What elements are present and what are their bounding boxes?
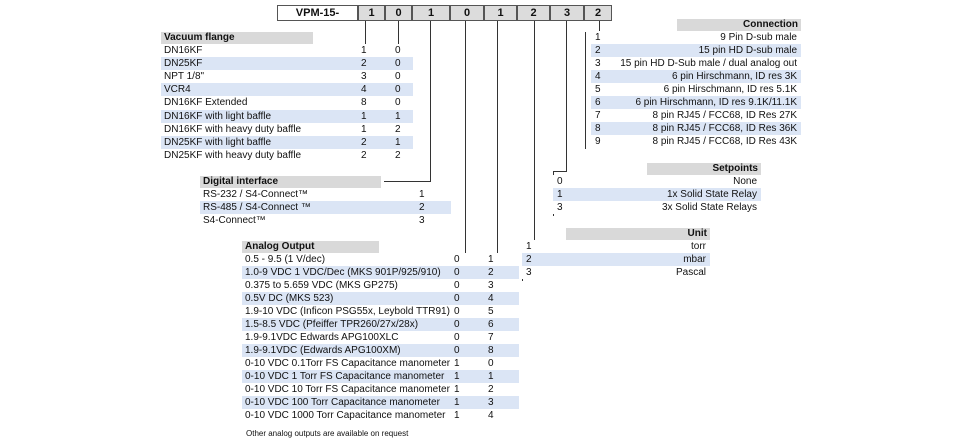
option-code: 1 [454, 358, 460, 369]
table-row [591, 109, 801, 122]
option-code: 3 [526, 267, 532, 278]
option-code: 1 [361, 123, 367, 135]
option-label: 0.375 to 5.659 VDC (MKS GP275) [245, 280, 398, 291]
digital-interface-title: Digital interface [200, 176, 381, 188]
option-label: 0-10 VDC 0.1Torr FS Capacitance manometer [245, 358, 451, 369]
option-label: 8 pin RJ45 / FCC68, ID Res 27K [652, 110, 797, 121]
option-code: 1 [488, 371, 494, 382]
option-code: 0 [557, 176, 563, 187]
option-label: 0-10 VDC 1 Torr FS Capacitance manometer [245, 371, 445, 382]
option-code: 2 [488, 267, 494, 278]
part-number-digit-2: 0 [385, 5, 412, 21]
connector-line [365, 21, 366, 45]
table-row [242, 279, 519, 292]
vacuum-flange-title: Vacuum flange [161, 32, 313, 44]
connection-title: Connection [677, 19, 801, 31]
table-row [242, 292, 519, 305]
option-code: 8 [361, 97, 367, 109]
table-row [161, 110, 413, 123]
option-label: 0.5 - 9.5 (1 V/dec) [245, 254, 326, 265]
option-label: 6 pin Hirschmann, ID res 9.1K/11.1K [635, 97, 797, 108]
option-label: torr [691, 241, 706, 252]
option-label: 0-10 VDC 10 Torr FS Capacitance manometer [245, 384, 450, 395]
option-label: 15 pin HD D-sub male [698, 45, 797, 56]
option-code: 1 [526, 241, 532, 252]
option-code: 2 [595, 45, 601, 56]
option-code: 2 [361, 58, 367, 70]
setpoints-title: Setpoints [647, 163, 761, 175]
option-label: NPT 1/8" [164, 71, 205, 83]
option-label: 6 pin Hirschmann, ID res 3K [671, 71, 797, 82]
part-number-digit-3: 1 [412, 5, 450, 21]
table-row [242, 409, 519, 422]
option-label: 1.9-10 VDC (Inficon PSG55x, Leybold TTR91) [245, 306, 450, 317]
option-code: 3 [361, 71, 367, 83]
table-row [242, 357, 519, 370]
analog-output-title: Analog Output [242, 241, 379, 253]
option-label: 8 pin RJ45 / FCC68, ID Res 36K [652, 123, 797, 134]
option-code: 8 [595, 123, 601, 134]
connector-line [534, 21, 535, 241]
option-code: 0 [454, 254, 460, 265]
option-code: 1 [454, 371, 460, 382]
option-label: 1.0-9 VDC 1 VDC/Dec (MKS 901P/925/910) [245, 267, 441, 278]
option-code: 1 [395, 136, 401, 148]
option-label: RS-485 / S4-Connect ™ [203, 202, 311, 213]
option-code: 2 [361, 149, 367, 161]
part-number-digit-7: 3 [550, 5, 584, 21]
option-label: 1.5-8.5 VDC (Pfeiffer TPR260/27x/28x) [245, 319, 419, 330]
connector-line [585, 32, 586, 149]
option-code: 0 [395, 97, 401, 109]
option-label: 0-10 VDC 1000 Torr Capacitance manometer [245, 410, 446, 421]
option-label: DN25KF [164, 58, 203, 70]
option-label: 8 pin RJ45 / FCC68, ID Res 43K [652, 136, 797, 147]
option-code: 1 [361, 110, 367, 122]
connector-line [384, 181, 431, 182]
option-code: 2 [395, 123, 401, 135]
option-code: 2 [395, 149, 401, 161]
table-row [553, 188, 761, 201]
part-number-prefix: VPM-15- [277, 5, 358, 21]
table-row [200, 214, 451, 227]
option-code: 1 [488, 254, 494, 265]
connector-line [465, 21, 466, 255]
part-number-digit-8: 2 [584, 5, 612, 21]
option-code: 3 [557, 202, 563, 213]
option-code: 0 [395, 58, 401, 70]
option-label: DN16KF [164, 45, 203, 56]
option-code: 4 [488, 293, 494, 304]
option-label: 3x Solid State Relays [661, 202, 757, 213]
option-code: 8 [488, 345, 494, 356]
option-label: 0.5V DC (MKS 523) [245, 293, 334, 304]
option-label: DN16KF with light baffle [164, 110, 272, 122]
table-row [161, 70, 413, 83]
option-code: 1 [454, 384, 460, 395]
option-code: 1 [557, 189, 563, 200]
option-code: 7 [488, 332, 494, 343]
option-label: VCR4 [164, 84, 191, 96]
option-label: RS-232 / S4-Connect™ [203, 189, 309, 200]
option-code: 3 [488, 280, 494, 291]
table-row [242, 344, 519, 357]
option-label: None [733, 176, 757, 187]
part-number-digit-6: 2 [517, 5, 550, 21]
table-row [242, 370, 519, 383]
option-code: 0 [454, 319, 460, 330]
option-code: 9 [595, 136, 601, 147]
table-row [591, 31, 801, 44]
option-label: S4-Connect™ [203, 215, 266, 226]
table-row [242, 253, 519, 266]
part-number-digit-5: 1 [484, 5, 517, 21]
table-row [522, 253, 710, 266]
option-label: mbar [683, 254, 706, 265]
table-row [591, 135, 801, 148]
table-row [200, 188, 451, 201]
option-code: 1 [595, 32, 601, 43]
connector-line [497, 21, 498, 255]
table-row [553, 175, 761, 188]
option-code: 3 [488, 397, 494, 408]
unit-title: Unit [566, 228, 710, 240]
option-code: 0 [395, 71, 401, 83]
option-code: 0 [395, 45, 401, 56]
option-code: 3 [595, 58, 601, 69]
option-code: 5 [488, 306, 494, 317]
option-code: 1 [454, 397, 460, 408]
option-code: 4 [595, 71, 601, 82]
option-label: Pascal [675, 267, 706, 278]
connector-line [566, 21, 567, 171]
option-code: 2 [526, 254, 532, 265]
option-code: 6 [488, 319, 494, 330]
option-label: 9 Pin D-sub male [720, 32, 797, 43]
option-code: 2 [488, 384, 494, 395]
connector-line [398, 21, 399, 45]
table-row [242, 318, 519, 331]
part-number-digit-4: 0 [450, 5, 484, 21]
option-code: 1 [454, 410, 460, 421]
option-label: DN16KF with heavy duty baffle [164, 123, 302, 135]
table-row [591, 122, 801, 135]
option-code: 6 [595, 97, 601, 108]
connector-line [430, 21, 431, 181]
analog-output-note: Other analog outputs are available on request [246, 429, 409, 438]
option-code: 0 [454, 345, 460, 356]
table-row [161, 57, 413, 70]
table-row [200, 201, 451, 214]
connector-line [553, 171, 567, 172]
option-code: 2 [361, 136, 367, 148]
option-label: 15 pin HD D-Sub male / dual analog out [620, 58, 797, 69]
option-code: 5 [595, 84, 601, 95]
option-code: 1 [395, 110, 401, 122]
table-row [242, 266, 519, 279]
option-code: 0 [395, 84, 401, 96]
table-row [591, 83, 801, 96]
option-code: 4 [488, 410, 494, 421]
option-label: 0-10 VDC 100 Torr Capacitance manometer [245, 397, 440, 408]
table-row [161, 44, 413, 57]
part-number-digit-1: 1 [358, 5, 385, 21]
table-row [161, 83, 413, 96]
table-row [161, 136, 413, 149]
option-label: 1.9-9.1VDC Edwards APG100XLC [245, 332, 399, 343]
option-code: 7 [595, 110, 601, 121]
option-code: 0 [454, 293, 460, 304]
option-label: 1.9-9.1VDC (Edwards APG100XM) [245, 345, 401, 356]
table-row [242, 305, 519, 318]
option-code: 3 [419, 215, 425, 226]
option-code: 0 [454, 267, 460, 278]
option-label: 6 pin Hirschmann, ID res 5.1K [663, 84, 797, 95]
option-label: DN25KF with heavy duty baffle [164, 149, 302, 161]
option-label: DN25KF with light baffle [164, 136, 272, 148]
table-row [591, 57, 801, 70]
option-code: 0 [454, 280, 460, 291]
table-row [242, 383, 519, 396]
option-code: 0 [454, 306, 460, 317]
table-row [161, 96, 413, 109]
table-row [522, 240, 710, 253]
option-code: 2 [419, 202, 425, 213]
option-code: 1 [419, 189, 425, 200]
option-label: 1x Solid State Relay [666, 189, 757, 200]
table-row [553, 201, 761, 214]
option-code: 4 [361, 84, 367, 96]
table-row [591, 70, 801, 83]
option-label: DN16KF Extended [164, 97, 248, 109]
option-code: 0 [454, 332, 460, 343]
table-row [242, 396, 519, 409]
table-row [242, 331, 519, 344]
table-row [161, 123, 413, 136]
option-code: 0 [488, 358, 494, 369]
table-row [591, 96, 801, 109]
table-row [522, 266, 710, 279]
option-code: 1 [361, 45, 367, 56]
table-row [161, 149, 413, 162]
table-row [591, 44, 801, 57]
